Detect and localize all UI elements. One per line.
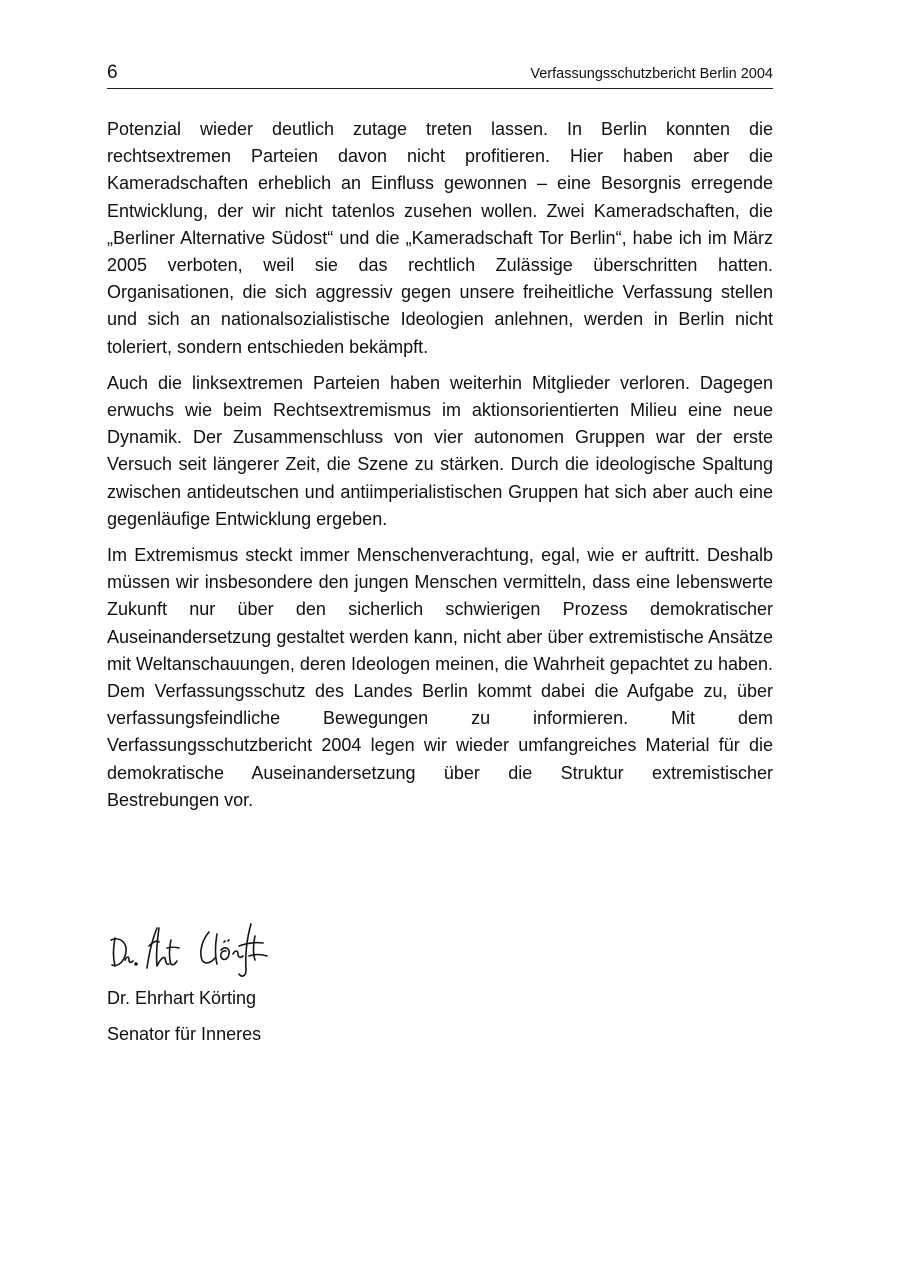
body-text [107,116,773,823]
page-number: 6 [107,62,118,83]
handwritten-signature-icon [105,916,295,980]
signer-name: Dr. Ehrhart Körting [107,988,257,1008]
signer-title: Senator für Inneres [107,1024,262,1044]
page-header [107,60,773,89]
running-title: Verfassungsschutzbericht Berlin 2004 [530,66,773,82]
paragraph: Im Extremismus steckt immer Menschenverachtung, egal, wie er auftritt. Deshalb müssen wir insbesondere den jungen Menschen vermitteln, dass eine lebenswerte Zukunft nur über den sicherlich schwierigen Prozess demokratischer Auseinandersetzung gestaltet werden kann, nicht aber über extremistische Ansätze mit Weltanschauungen, deren Ideologen meinen, die Wahrheit gepachtet zu haben. Dem Verfassungsschutz des Landes Berlin kommt dabei die Aufgabe zu, über verfassungsfeindliche Bewegungen zu informieren. Mit dem Verfassungsschutzbericht 2004 legen wir wieder umfangreiches Material für die demokratische Auseinandersetzung über die Struktur extremistischer Bestrebungen vor. [107,545,773,810]
paragraph: Potenzial wieder deutlich zutage treten lassen. In Berlin konnten die rechtsextremen Parteien davon nicht profitieren. Hier haben aber die Kameradschaften erheblich an Einfluss gewonnen – eine Besorgnis erregende Entwicklung, der wir nicht tatenlos zusehen wollen. Zwei Kameradschaften, die „Berliner Alternative Südost“ und die „Kameradschaft Tor Berlin“, habe ich im März 2005 verboten, weil sie das rechtlich Zulässige überschritten hatten. Organisationen, die sich aggressiv gegen unsere freiheitliche Verfassung stellen und sich an nationalsozialistische Ideologien anlehnen, werden in Berlin nicht toleriert, sondern entschieden bekämpft. [107,119,773,357]
paragraph: Auch die linksextremen Parteien haben weiterhin Mitglieder verloren. Dagegen erwuchs wie beim Rechtsextremismus im aktionsorientierten Milieu eine neue Dynamik. Der Zusammenschluss von vier autonomen Gruppen war der erste Versuch seit längerer Zeit, die Szene zu stärken. Durch die ideologische Spaltung zwischen antideutschen und antiimperialistischen Gruppen hat sich aber auch eine gegenläufige Entwicklung ergeben. [107,372,773,529]
